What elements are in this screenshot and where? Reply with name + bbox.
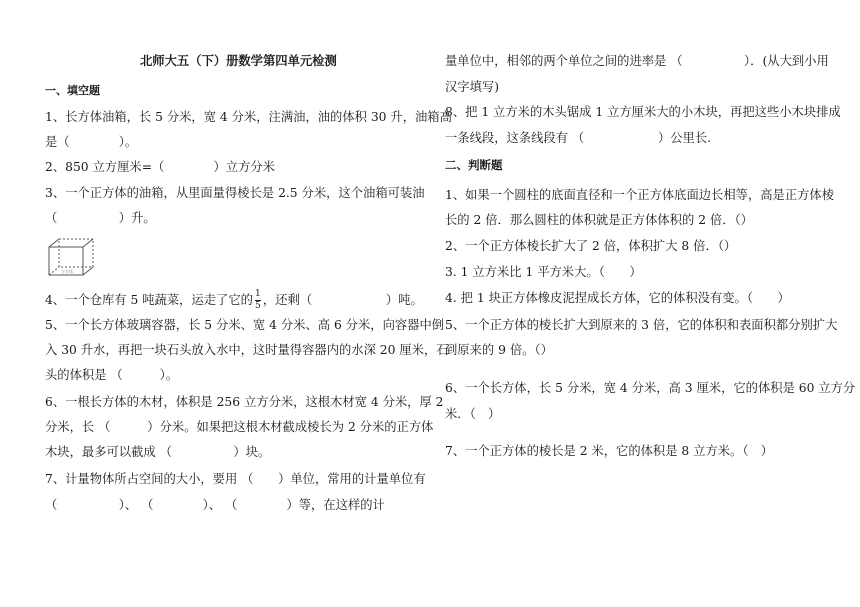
cube-label: 立方体: [61, 269, 73, 274]
j5-line2: 到原来的 9 倍。（）: [445, 343, 553, 357]
q4-before: 4、一个仓库有 5 吨蔬菜，运走了它的: [45, 293, 253, 307]
section-fill-blank-heading: 一、填空题: [45, 84, 100, 97]
q1-line1: 1、长方体油箱，长 5 分米，宽 4 分米，注满油，油的体积 30 升，油箱高: [45, 110, 452, 124]
q4-after: ，还剩（ ）吨。: [262, 293, 423, 307]
q4-text: [45, 290, 423, 311]
q2-text: 2、850 立方厘米=（ ）立方分米: [45, 160, 275, 174]
q5-line1: 5、一个长方体玻璃容器，长 5 分米、宽 4 分米、高 6 分米，向容器中倒: [45, 318, 445, 332]
q8-line2: 一条线段，这条线段有 （ ）公里长.: [445, 131, 712, 145]
j4-text: 4. 把 1 块正方体橡皮泥捏成长方体，它的体积没有变。（ ）: [445, 291, 790, 305]
q8-line1: 8、把 1 立方米的木头锯成 1 立方厘米大的小木块，再把这些小木块排成: [445, 105, 841, 119]
j3-text: 3. 1 立方米比 1 平方米大。（ ）: [445, 265, 642, 279]
q6-line3: 木块，最多可以截成 （ ）块。: [45, 445, 271, 459]
q5-line2: 入 30 升水，再把一块石头放入水中，这时量得容器内的水深 20 厘米，石: [45, 343, 449, 357]
j1-line2: 长的 2 倍．那么圆柱的体积就是正方体体积的 2 倍．（）: [445, 213, 753, 227]
section-judgement-heading: 二、判断题: [445, 158, 503, 172]
fraction-one-fifth: [255, 290, 261, 311]
j2-text: 2、一个正方体棱长扩大了 2 倍，体积扩大 8 倍．（）: [445, 239, 737, 253]
page-title: 北师大五（下）册数学第四单元检测: [140, 54, 337, 68]
j6-line1: 6、一个长方体，长 5 分米，宽 4 分米，高 3 厘米，它的体积是 60 立方分: [445, 381, 856, 395]
q3-line1: 3、一个正方体的油箱，从里面量得棱长是 2.5 分米，这个油箱可装油: [45, 186, 425, 200]
q3-line2: （ ）升。: [45, 211, 156, 225]
q1-line2: 是（ ）。: [45, 135, 138, 149]
q7-cont-line1: 量单位中，相邻的两个单位之间的进率是 （ ）．(从大到小用: [445, 54, 829, 68]
q7-line1: 7、计量物体所占空间的大小，要用 （ ）单位，常用的计量单位有: [45, 472, 426, 486]
q7-line2: （ ）、 （ ）、 （ ）等，在这样的计: [45, 498, 385, 512]
q5-line3: 头的体积是 （ ）。: [45, 368, 179, 382]
fraction-numerator: 1: [255, 289, 261, 299]
q7-cont-line2: 汉字填写): [445, 80, 499, 94]
q6-line1: 6、一根长方体的木材，体积是 256 立方分米，这根木材宽 4 分米，厚 2: [45, 395, 444, 409]
j5-line1: 5、一个正方体的棱长扩大到原来的 3 倍，它的体积和表面积都分别扩大: [445, 318, 838, 332]
cube-diagram: [48, 237, 96, 277]
j7-text: 7、一个正方体的棱长是 2 米，它的体积是 8 立方米。（ ）: [445, 444, 774, 458]
j6-line2: 米．（ ）: [445, 407, 501, 421]
j1-line1: 1、如果一个圆柱的底面直径和一个正方体底面边长相等，高是正方体棱: [445, 188, 835, 202]
q6-line2: 分米，长 （ ）分米。如果把这根木材截成棱长为 2 分米的正方体: [45, 420, 434, 434]
fraction-denominator: 5: [255, 301, 261, 311]
